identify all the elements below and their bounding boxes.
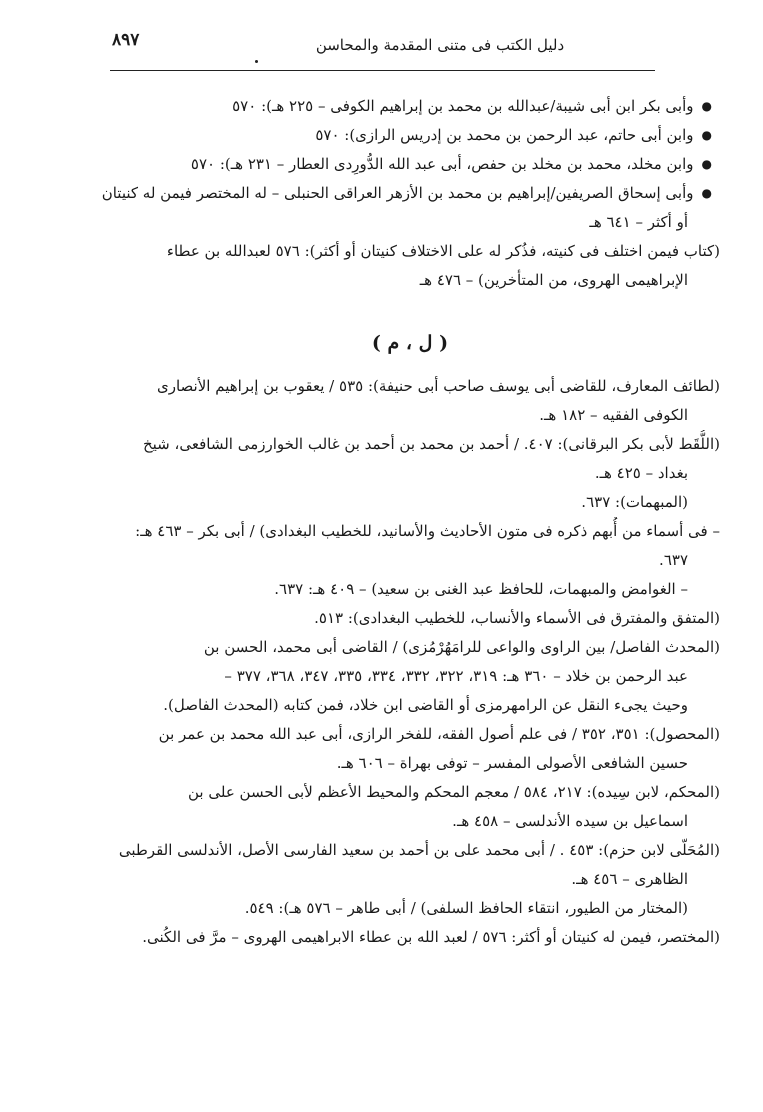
entries-list bbox=[100, 372, 720, 952]
bullet-line bbox=[100, 150, 720, 179]
entry-line: (المحكم، لابن سِيده): ٢١٧، ٥٨٤ / معجم المحكم والمحيط الأعظم لأبى الحسن على بن bbox=[188, 783, 720, 801]
entry-line: عبد الرحمن بن خلاد – ٣٦٠ هـ: ٣١٩، ٣٢٢، ٣٣٢، ٣٣٤، ٣٣٥، ٣٤٧، ٣٦٨، ٣٧٧ – bbox=[224, 667, 688, 685]
entry-line: – فى أسماء من أُبهم ذكره فى متون الأحاديث والأسانيد، للخطيب البغدادى) / أبى بكر – ٤٦٣ هـ: bbox=[135, 522, 720, 540]
bullet-continuation: أو أكثر – ٦٤١ هـ bbox=[589, 213, 688, 231]
entry-line: (المحدث الفاصل/ بين الراوى والواعى للرامَهُرْمُزى) / القاضى أبى محمد، الحسن بن bbox=[203, 638, 720, 656]
entry-line: – الغوامض والمبهمات، للحافظ عبد الغنى بن سعيد) – ٤٠٩ هـ: ٦٣٧. bbox=[274, 580, 688, 598]
bullet-icon: ● bbox=[701, 128, 712, 142]
entry-line: (المتفق والمفترق فى الأسماء والأنساب، للخطيب البغدادى): ٥١٣. bbox=[314, 609, 720, 627]
entry-line: (المحصول): ٣٥١، ٣٥٢ / فى علم أصول الفقه، للفخر الرازى، أبى عبد الله محمد بن عمر بن bbox=[158, 725, 720, 743]
entry-line: الظاهرى – ٤٥٦ هـ. bbox=[571, 870, 688, 888]
entry-line: (المختار من الطيور، انتقاء الحافظ السلفى) / أبى طاهر – ٥٧٦ هـ): ٥٤٩. bbox=[244, 899, 688, 917]
bullet-line bbox=[100, 179, 720, 208]
entry-line: الكوفى الفقيه – ١٨٢ هـ. bbox=[539, 406, 688, 424]
entry-line: (اللُّقَط لأبى بكر البرقانى): ٤٠٧. / أحمد بن محمد بن أحمد بن غالب الخوارزمى الشافعى، شيخ bbox=[142, 435, 720, 453]
bullet-text: وأبى بكر ابن أبى شيبة/عبدالله بن محمد بن إبراهيم الكوفى – ٢٢٥ هـ): ٥٧٠ bbox=[232, 97, 694, 115]
entry-line: (لطائف المعارف، للقاضى أبى يوسف صاحب أبى حنيفة): ٥٣٥ / يعقوب بن إبراهيم الأنصارى bbox=[156, 377, 720, 395]
entry-line: (المختصر، فيمن له كنيتان أو أكثر: ٥٧٦ / لعبد الله بن عطاء الابراهيمى الهروى – مرَّ فى الكُنى. bbox=[142, 928, 720, 946]
page-body bbox=[100, 92, 720, 952]
bullet-text: وابن أبى حاتم، عبد الرحمن بن محمد بن إدريس الرازى): ٥٧٠ bbox=[315, 126, 694, 144]
bullet-line bbox=[100, 92, 720, 121]
bullet-line bbox=[100, 121, 720, 150]
header-rule bbox=[110, 70, 655, 71]
bullet-icon: ● bbox=[701, 157, 712, 171]
stray-dot bbox=[255, 60, 258, 63]
bullet-text: وابن مخلد، محمد بن مخلد بن حفص، أبى عبد الله الدُّورِدى العطار – ٢٣١ هـ): ٥٧٠ bbox=[190, 155, 694, 173]
entry-line: (المُحَلّى لابن حزم): ٤٥٣ . / أبى محمد على بن أحمد بن سعيد الفارسى الأصل، الأندلسى القرطبى bbox=[118, 841, 720, 859]
kitab-entry-line: (كتاب فيمن اختلف فى كنيته، فذُكر له على الاختلاف كنيتان أو أكثر): ٥٧٦ لعبدالله بن عطاء bbox=[166, 242, 720, 260]
entry-line: وحيث يجىء النقل عن الرامهرمزى أو القاضى ابن خلاد، فمن كتابه (المحدث الفاصل). bbox=[163, 696, 688, 714]
bullet-icon: ● bbox=[701, 99, 712, 113]
entry-line: اسماعيل بن سيده الأندلسى – ٤٥٨ هـ. bbox=[452, 812, 688, 830]
page-number: ٨٩٧ bbox=[112, 30, 140, 50]
bullet-icon: ● bbox=[701, 186, 712, 200]
entry-line: ٦٣٧. bbox=[659, 551, 688, 569]
kitab-entry-continuation: الإبراهيمى الهروى، من المتأخرين) – ٤٧٦ هـ bbox=[419, 271, 688, 289]
entry-line: بغداد – ٤٢٥ هـ. bbox=[594, 464, 688, 482]
bullet-text: وأبى إسحاق الصريفين/إبراهيم بن محمد بن الأزهر العراقى الحنبلى – له المختصر فيمن له كنيتان bbox=[101, 184, 694, 202]
section-heading: ( ل ، م ) bbox=[371, 332, 449, 354]
entry-line: (المبهمات): ٦٣٧. bbox=[581, 493, 688, 511]
entry-line: حسين الشافعى الأصولى المفسر – توفى بهراة – ٦٠٦ هـ. bbox=[336, 754, 688, 772]
running-head: دليل الكتب فى متنى المقدمة والمحاسن bbox=[315, 36, 565, 54]
